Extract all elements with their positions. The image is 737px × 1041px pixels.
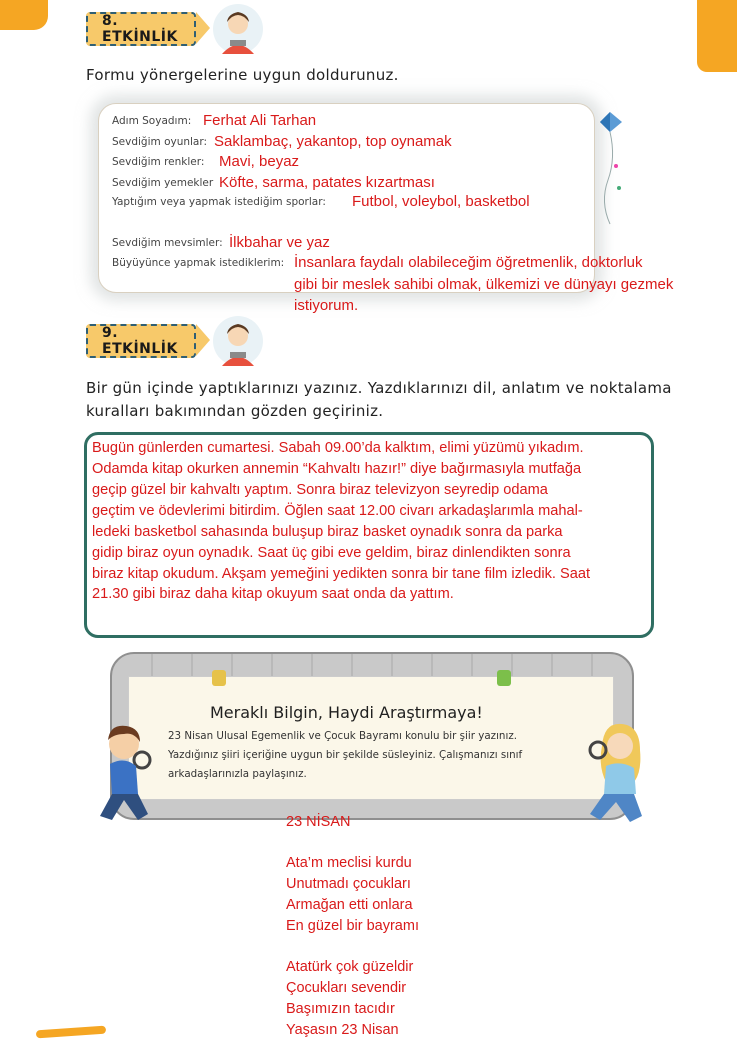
poem-line: Unutmadı çocukları xyxy=(286,876,411,892)
corner-decoration xyxy=(0,0,48,30)
form-value: Futbol, voleybol, basketbol xyxy=(352,193,530,210)
form-value: İnsanlara faydalı olabileceğim öğretmenlik, doktorluk xyxy=(294,254,643,271)
research-title: Meraklı Bilgin, Haydi Araştırmaya! xyxy=(210,703,483,722)
essay-line: ledeki basketbol sahasında buluşup biraz basket oynadık sonra da parka xyxy=(92,524,563,540)
kite-icon xyxy=(592,108,632,228)
form-label: Sevdiğim renkler: xyxy=(112,156,205,168)
corner-decoration xyxy=(697,0,737,72)
research-text-line: Yazdığınız şiiri içeriğine uygun bir şekilde süsleyiniz. Çalışmanızı sınıf xyxy=(168,749,523,761)
essay-line: Bugün günlerden cumartesi. Sabah 09.00’da kalktım, elimi yüzümü yıkadım. xyxy=(92,440,584,456)
form-label: Adım Soyadım: xyxy=(112,115,192,127)
research-text-line: arkadaşlarınızla paylaşınız. xyxy=(168,768,307,780)
poem-line: Başımızın tacıdır xyxy=(286,1001,395,1017)
essay-line: Odamda kitap okurken annemin “Kahvaltı hazır!” diye bağırmasıyla mutfağa xyxy=(92,461,582,477)
clip-icon xyxy=(212,670,226,686)
form-label: Sevdiğim yemekler xyxy=(112,177,214,189)
form-value: Saklambaç, yakantop, top oynamak xyxy=(214,133,452,150)
essay-line: 21.30 gibi biraz daha kitap okuyum saat onda da yattım. xyxy=(92,586,454,602)
poem-line: Armağan etti onlara xyxy=(286,897,413,913)
poem-line: Çocukları sevendir xyxy=(286,980,407,996)
form-label: Büyüyünce yapmak istediklerim: xyxy=(112,257,285,269)
activity-8-title: 8. ETKİNLİK xyxy=(102,13,178,45)
activity-9-title: 9. ETKİNLİK xyxy=(102,325,178,357)
form-value: Mavi, beyaz xyxy=(219,153,300,170)
activity-8-instruction: Formu yönergelerine uygun doldurunuz. xyxy=(86,66,399,84)
form-label: Sevdiğim mevsimler: xyxy=(112,237,223,249)
form-value: gibi bir meslek sahibi olmak, ülkemizi ve dünyayı gezmek xyxy=(294,276,674,293)
clip-icon xyxy=(497,670,511,686)
activity-9-badge xyxy=(86,324,210,358)
poem-line: Ata’m meclisi kurdu xyxy=(286,855,412,871)
activity-9-instruction-line: kuralları bakımından gözden geçiriniz. xyxy=(86,402,384,420)
poem-line: Atatürk çok güzeldir xyxy=(286,959,414,975)
poem-line: Yaşasın 23 Nisan xyxy=(286,1022,399,1038)
girl-with-magnifier-icon xyxy=(582,716,656,828)
activity-9-instruction-line: Bir gün içinde yaptıklarınızı yazınız. Yazdıklarınızı dil, anlatım ve noktalama xyxy=(86,379,672,397)
boy-with-magnifier-icon xyxy=(90,716,160,826)
form-label: Yaptığım veya yapmak istediğim sporlar: xyxy=(112,196,326,208)
student-avatar xyxy=(212,314,264,368)
student-avatar xyxy=(212,2,264,56)
poem-line: 23 NİSAN xyxy=(286,814,351,830)
form-value: Ferhat Ali Tarhan xyxy=(203,112,317,129)
essay-line: geçtim ve ödevlerimi bitirdim. Öğlen saat 12.00 civarı arkadaşlarımla mahal- xyxy=(92,503,583,519)
research-text-line: 23 Nisan Ulusal Egemenlik ve Çocuk Bayramı konulu bir şiir yazınız. xyxy=(168,730,517,742)
form-value: istiyorum. xyxy=(294,297,359,314)
essay-line: geçip güzel bir kahvaltı yaptım. Sonra biraz televizyon seyredip odama xyxy=(92,482,548,498)
poem-line: En güzel bir bayramı xyxy=(286,918,419,934)
essay-line: biraz kitap okudum. Akşam yemeğini yedikten sonra bir tane film izledik. Saat xyxy=(92,566,591,582)
activity-8-badge xyxy=(86,12,210,46)
form-value: Köfte, sarma, patates kızartması xyxy=(219,174,435,191)
form-value: İlkbahar ve yaz xyxy=(229,234,330,251)
form-label: Sevdiğim oyunlar: xyxy=(112,136,208,148)
essay-line: gidip biraz oyun oynadık. Saat üç gibi eve geldim, biraz dinlendikten sonra xyxy=(92,545,571,561)
decorative-swoosh xyxy=(36,1026,106,1039)
